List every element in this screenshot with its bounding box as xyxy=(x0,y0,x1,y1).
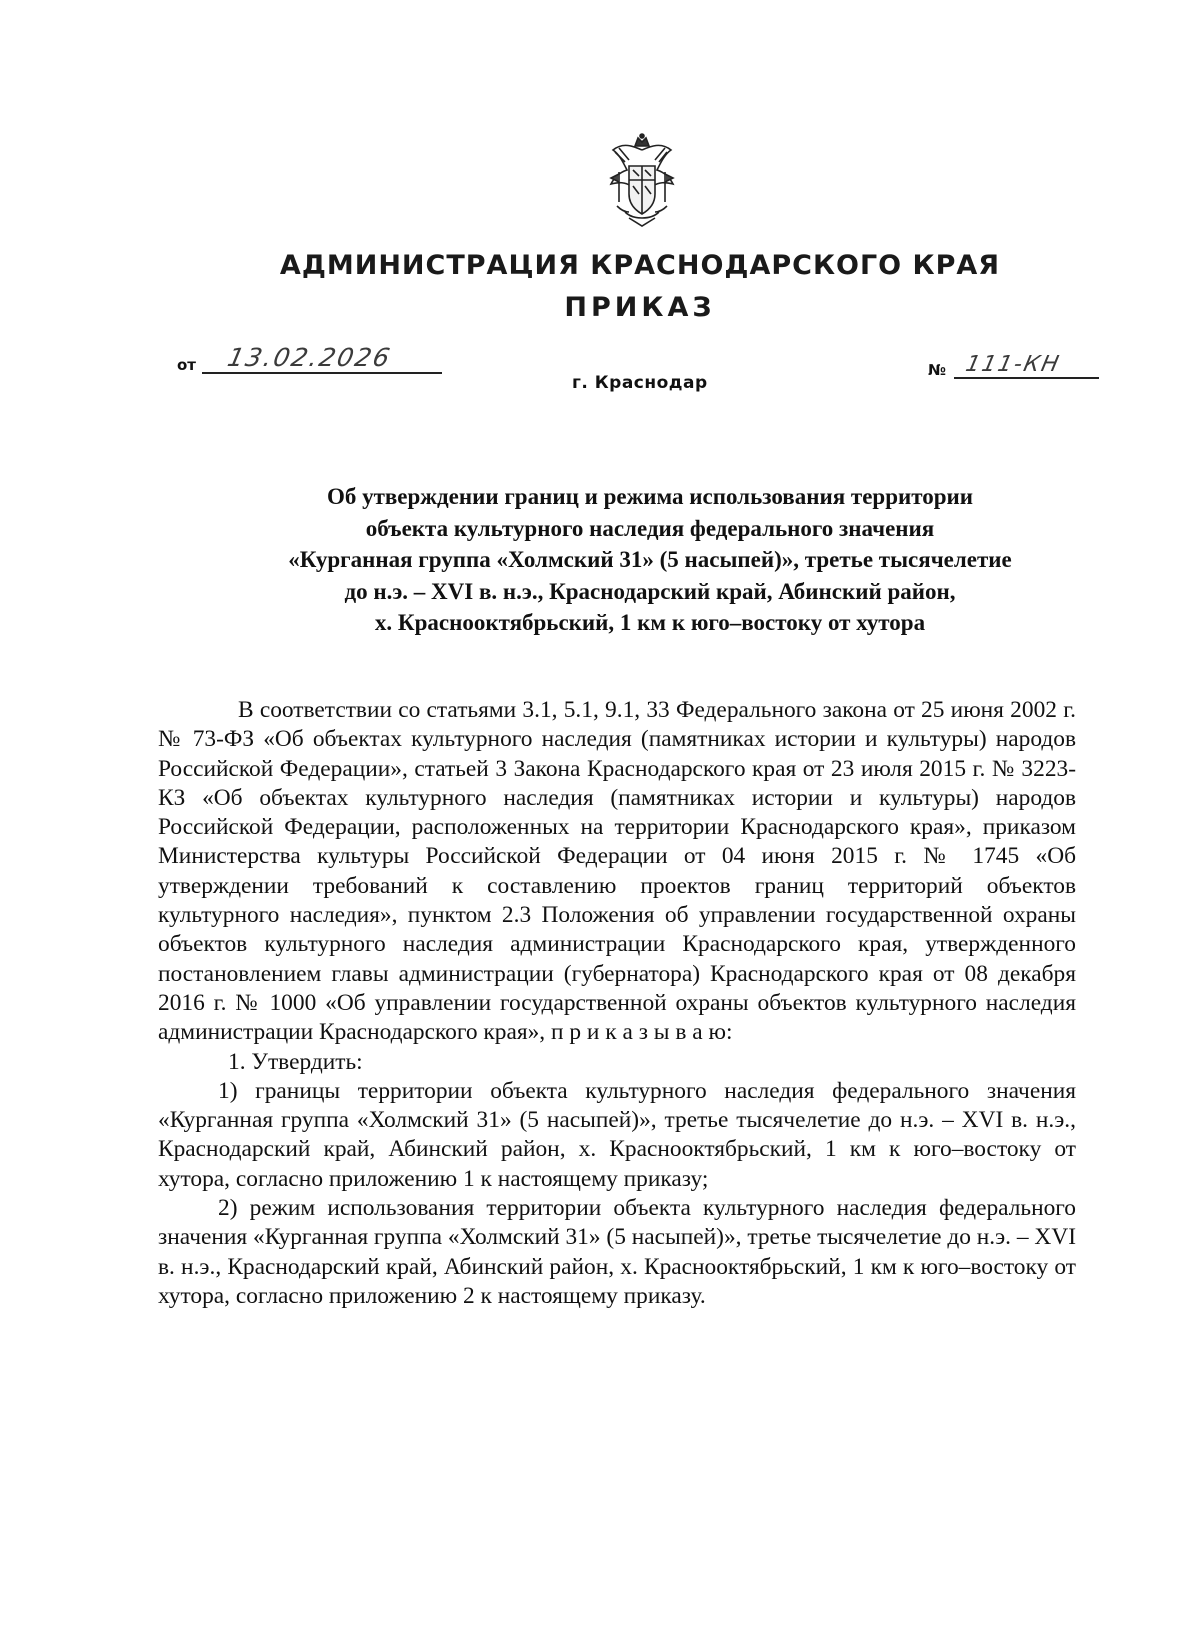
order-body xyxy=(158,696,1076,1311)
city-label: г. Краснодар xyxy=(572,373,708,393)
number-field xyxy=(928,352,1099,379)
handwritten-date: 13.02.2026 xyxy=(224,343,395,372)
date-field xyxy=(177,343,442,374)
order-subitem-2: 2) режим использования территории объекта культурного наследия федерального значения «Курганная группа «Холмский 31» (5 насыпей)», третье тысячелетие до н.э. – XVI в. н.э., Краснодарский край, Абинский район, х. Краснооктябрьский, 1 км к юго–востоку от хутора, согласно приложению 2 к настоящему приказу. xyxy=(158,1195,1076,1309)
handwritten-number: 111-КН xyxy=(963,352,1063,377)
order-item-1: 1. Утвердить: xyxy=(228,1048,363,1075)
coat-of-arms-emblem xyxy=(605,132,679,228)
date-underline xyxy=(202,343,442,374)
heading-line: до н.э. – XVI в. н.э., Краснодарский край, Абинский район, xyxy=(344,578,956,604)
organization-title: АДМИНИСТРАЦИЯ КРАСНОДАРСКОГО КРАЯ xyxy=(279,250,1001,281)
date-prefix: от xyxy=(177,356,196,374)
heading-line: объекта культурного наследия федерального значения xyxy=(365,515,935,541)
order-subitem-1: 1) границы территории объекта культурного наследия федерального значения «Курганная группа «Холмский 31» (5 насыпей)», третье тысячелетие до н.э. – XVI в. н.э., Краснодарский край, Абинский район, х. Краснооктябрьский, 1 км к юго–востоку от хутора, согласно приложению 1 к настоящему приказу; xyxy=(158,1077,1076,1192)
number-underline xyxy=(954,352,1099,379)
document-type-title: ПРИКАЗ xyxy=(564,292,716,323)
heading-line: х. Краснооктябрьский, 1 км к юго–востоку от хутора xyxy=(374,610,926,635)
number-sign: № xyxy=(928,361,947,379)
heading-line: Об утверждении границ и режима использования территории xyxy=(326,484,974,509)
heading-line: «Курганная группа «Холмский 31» (5 насыпей)», третье тысячелетие xyxy=(288,547,1012,572)
order-heading xyxy=(160,481,1140,639)
preamble-paragraph: В соответствии со статьями 3.1, 5.1, 9.1, 33 Федерального закона от 25 июня 2002 г. № 73-ФЗ «Об объектах культурного наследия (памятниках истории и культуры) народов Российской Федерации», статьей 3 Закона Краснодарского края от 23 июля 2015 г. № 3223-КЗ «Об объектах культурного наследия (памятниках истории и культуры) народов Российской Федерации, расположенных на территории Краснодарского края», приказом Министерства культуры Российской Федерации от 04 июня 2015 г. № 1745 «Об утверждении требований к составлению проектов границ территорий объектов культурного наследия», пунктом 2.3 Положения об управлении государственной охраны объектов культурного наследия администрации Краснодарского края, утвержденного постановлением главы администрации (губернатора) Краснодарского края от 08 декабря 2016 г. № 1000 «Об управлении государственной охраны объектов культурного наследия администрации Краснодарского края», п р и к а з ы в а ю: xyxy=(158,697,1076,1046)
